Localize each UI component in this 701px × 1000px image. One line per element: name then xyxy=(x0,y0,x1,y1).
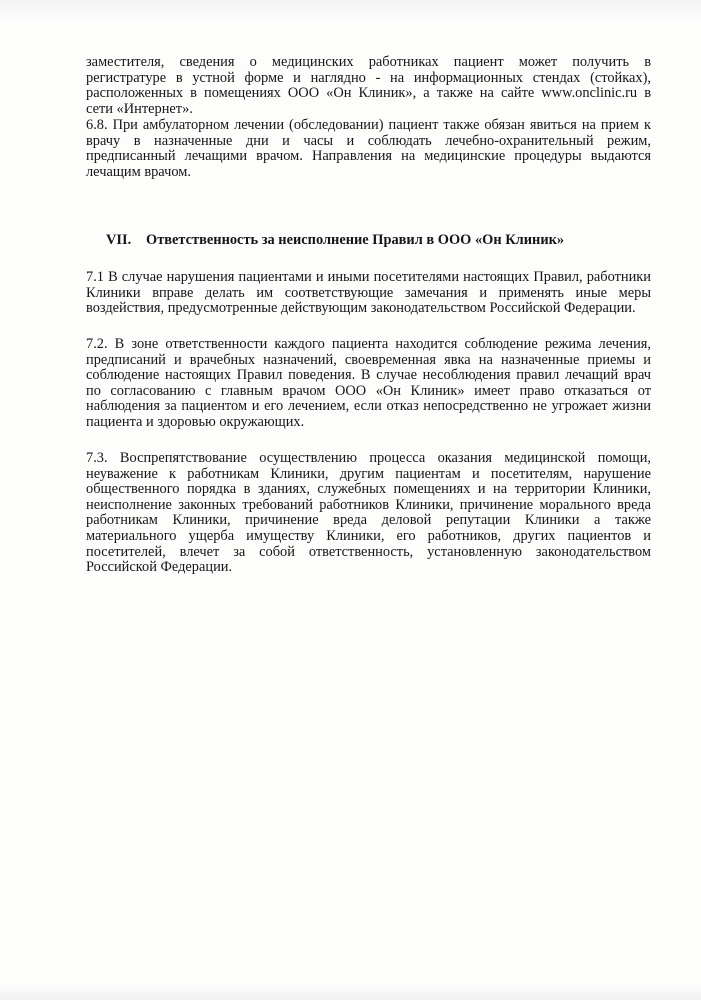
text-line: неуважение к работникам Клиники, другим пациентам и посетителям, нарушение xyxy=(86,465,651,482)
paragraph-7-1 xyxy=(86,270,651,317)
text-line: посетителей, влечет за собой ответственность, установленную законодательством xyxy=(86,543,651,560)
text-line: пациента и здоровью окружающих. xyxy=(86,413,305,430)
text-line: предписаний и врачебных назначений, своевременная явка на назначенные приемы и xyxy=(86,351,651,368)
text-line: Российской Федерации. xyxy=(86,559,233,576)
text-line: соблюдение настоящих Правил поведения. В случае несоблюдения правил лечащий врач xyxy=(86,367,651,384)
text-line: сети «Интернет». xyxy=(86,100,193,117)
text-line: врачу в назначенные дни и часы и соблюдать лечебно-охранительный режим, xyxy=(86,132,651,149)
text-line: материального ущерба имуществу Клиники, его работников, других пациентов и xyxy=(86,527,651,544)
text-line: общественного порядка в зданиях, служебных помещениях и на территории Клиники, xyxy=(86,481,651,498)
text-line: работникам Клиники, причинение вреда деловой репутации Клиники а также xyxy=(86,512,651,529)
text-line: заместителя, сведения о медицинских работниках пациент может получить в xyxy=(86,54,651,70)
text-line: неисполнение законных требований работников Клиники, причинение морального вреда xyxy=(86,496,651,513)
paragraph-7-3 xyxy=(86,451,651,576)
scan-bottom-edge xyxy=(0,984,701,1000)
text-line: 6.8. При амбулаторном лечении (обследовании) пациент также обязан явиться на прием к xyxy=(86,117,651,133)
paragraph-intro xyxy=(86,55,651,117)
text-line: 7.2. В зоне ответственности каждого пациента находится соблюдение режима лечения, xyxy=(86,336,651,352)
section-number: VII. xyxy=(106,232,132,248)
text-line: 7.1 В случае нарушения пациентами и иными посетителями настоящих Правил, работники xyxy=(86,269,651,285)
text-line: расположенных в помещениях ООО «Он Клиник», а также на сайте www.onclinic.ru в xyxy=(86,85,651,102)
section-title: Ответственность за неисполнение Правил в ООО «Он Клиник» xyxy=(146,232,565,248)
text-line: наблюдения за пациентом и его лечением, если отказ непосредственно не угрожает жизни xyxy=(86,398,651,415)
text-line: Клиники вправе делать им соответствующие замечания и применять иные меры xyxy=(86,284,651,301)
paragraph-6-8 xyxy=(86,118,651,180)
text-line: лечащим врачом. xyxy=(86,163,191,180)
scan-top-shadow xyxy=(0,0,701,22)
paragraph-7-2 xyxy=(86,337,651,431)
text-line: 7.3. Воспрепятствование осуществлению процесса оказания медицинской помощи, xyxy=(86,450,651,466)
text-line: предписанный лечащими врачом. Направления на медицинские процедуры выдаются xyxy=(86,148,651,165)
section-7-heading xyxy=(106,233,646,249)
text-line: регистратуре в устной форме и наглядно - на информационных стендах (стойках), xyxy=(86,69,651,86)
text-line: воздействия, предусмотренные действующим законодательством Российской Федерации. xyxy=(86,300,636,317)
text-line: по согласованию с главным врачом ООО «Он Клиник» имеет право отказаться от xyxy=(86,382,651,399)
